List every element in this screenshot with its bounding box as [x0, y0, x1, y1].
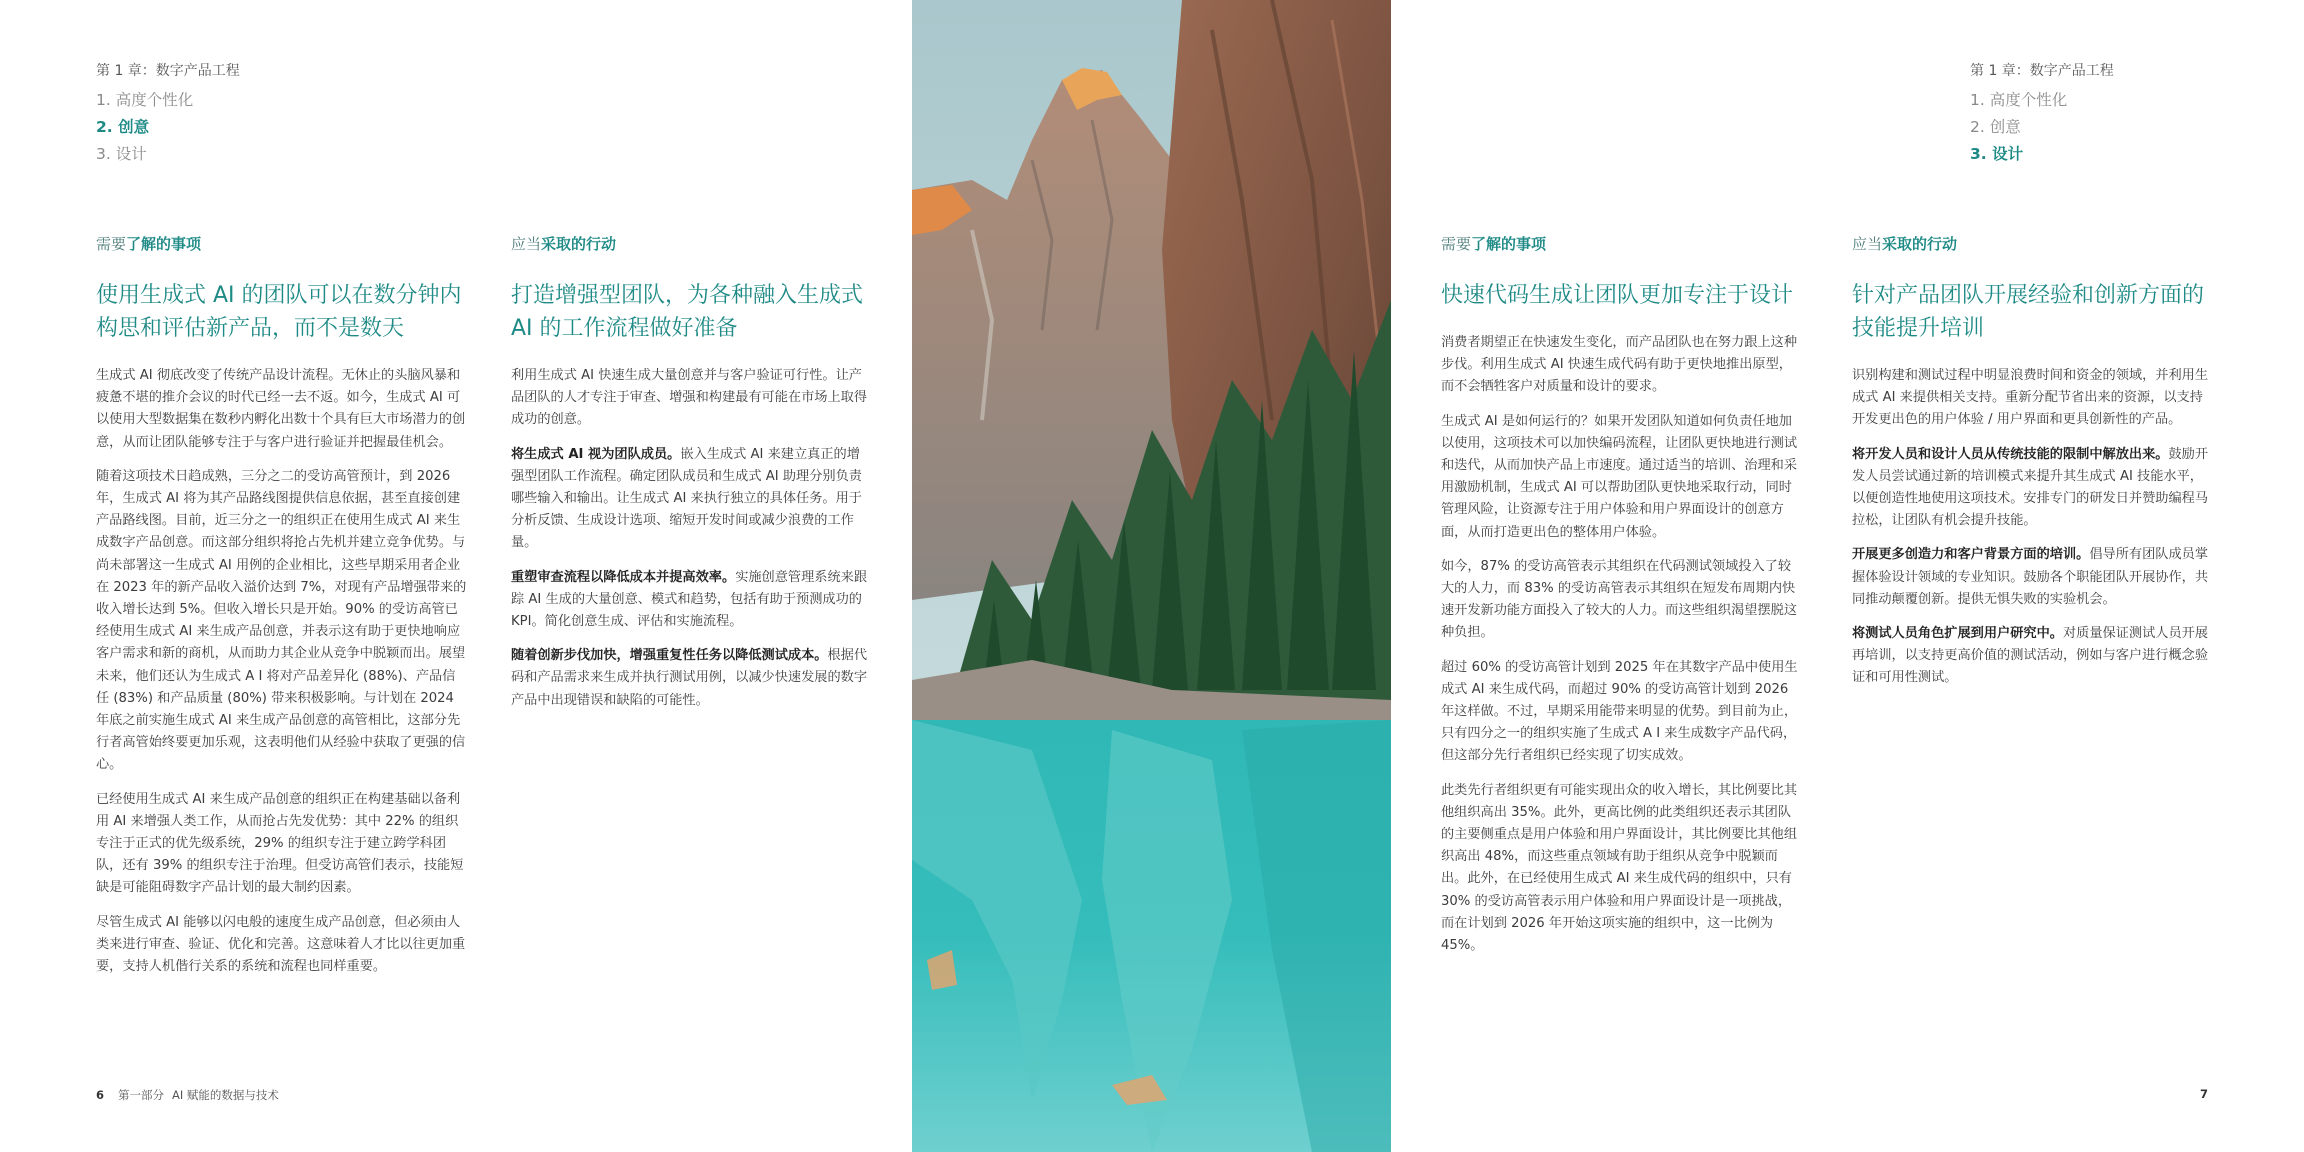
nav-section-personalization[interactable]: 1. 高度个性化 — [1970, 91, 2068, 109]
kicker-strong: 了解的事项 — [126, 235, 202, 253]
kicker-strong: 采取的行动 — [1882, 235, 1958, 253]
paragraph-lead: 将测试人员角色扩展到用户研究中。 — [1852, 626, 2063, 642]
paragraph-text: 实施创意管理系统来跟踪 AI 生成的大量创意、模式和趋势，包括有助于预测成功的 KPI。简化创意生成、评估和实施流程。 — [511, 569, 868, 630]
body-paragraph: 生成式 AI 彻底改变了传统产品设计流程。无休止的头脑风暴和疲惫不堪的推介会议的时代已经一去不返。如今，生成式 AI 可以使用大型数据集在数秒内孵化出数十个具有巨大市场潜力的创意，从而让团队能够专注于与客户进行验证并把握最佳机会。 — [96, 368, 466, 450]
paragraph-text: 利用生成式 AI 快速生成大量创意并与客户验证可行性。让产品团队的人才专注于审查、增强和构建最有可能在市场上取得成功的创意。 — [511, 368, 868, 428]
nav-section-personalization[interactable]: 1. 高度个性化 — [96, 91, 194, 109]
body-paragraph — [1852, 544, 2212, 611]
body-paragraph — [1852, 623, 2212, 690]
chapter-nav-left — [96, 58, 240, 168]
body-paragraph: 已经使用生成式 AI 来生成产品创意的组织正在构建基础以备利用 AI 来增强人类工作，从而抢占先发优势：其中 22% 的组织专注于正式的优先级系统，29% 的组织专注于建立跨学科团队，还有 39% 的组织专注于治理。但受访高管们表示，技能短缺是可能阻碍数字产品计划的最大制约因素。 — [96, 791, 464, 896]
paragraph-text: 对质量保证测试人员开展再培训，以支持更高价值的测试活动，例如与客户进行概念验证和可用性测试。 — [1852, 626, 2209, 686]
body-paragraph: 超过 60% 的受访高管计划到 2025 年在其数字产品中使用生成式 AI 来生成代码，而超过 90% 的受访高管计划到 2026 年这样做。不过，早期采用能带来明显的优势。到目前为止，只有四分之一的组织实施了生成式 A I 来生成数字产品代码，但这部分先行者组织已经实现了切实成效。 — [1441, 659, 1798, 764]
nav-section-ideation[interactable]: 2. 创意 — [1970, 118, 2021, 136]
body-paragraph — [511, 645, 873, 712]
paragraph-lead: 随着创新步伐加快，增强重复性任务以降低测试成本。 — [511, 648, 828, 664]
kicker-prefix: 需要 — [96, 235, 127, 253]
body-paragraph: 如今，87% 的受访高管表示其组织在代码测试领域投入了较大的人力，而 83% 的受访高管表示其组织在短发布周期内快速开发新功能方面投入了较大的人力。而这些组织渴望摆脱这种负担。 — [1441, 558, 1798, 641]
chapter-title: 第 1 章：数字产品工程 — [1970, 63, 2114, 79]
paragraph-text: 鼓励开发人员尝试通过新的培训模式来提升其生成式 AI 技能水平，以便创造性地使用这项技术。安排专门的研发日并赞助编程马拉松，让团队有机会提升技能。 — [1852, 446, 2209, 529]
paragraph-lead: 将生成式 AI 视为团队成员。 — [511, 446, 681, 462]
column-kicker — [96, 233, 468, 253]
column-kicker — [511, 233, 873, 253]
footer-left — [96, 1087, 279, 1103]
column-kicker — [1852, 233, 2212, 253]
kicker-strong: 了解的事项 — [1471, 235, 1547, 253]
body-paragraph: 尽管生成式 AI 能够以闪电般的速度生成产品创意，但必须由人类来进行审查、验证、优化和完善。这意味着人才比以往更加重要，支持人机偕行关系的系统和流程也同样重要。 — [96, 914, 466, 975]
column-headline: 快速代码生成让团队更加专注于设计 — [1441, 283, 1794, 308]
column-kicker — [1441, 233, 1803, 253]
body-paragraph — [1852, 444, 2212, 533]
column-actions-right — [1852, 233, 2212, 702]
column-headline: 打造增强型团队，为各种融入生成式 AI 的工作流程做好准备 — [511, 283, 864, 341]
page-number: 6 — [96, 1088, 105, 1102]
paragraph-lead: 将开发人员和设计人员从传统技能的限制中解放出来。 — [1852, 446, 2169, 462]
paragraph-text: 嵌入生成式 AI 来建立真正的增强型团队工作流程。确定团队成员和生成式 AI 助理分别负责哪些输入和输出。让生成式 AI 来执行独立的具体任务。用于分析反馈、生成设计选项、缩短开发时间或减少浪费的工作量。 — [511, 446, 862, 551]
paragraph-lead: 重塑审查流程以降低成本并提高效率。 — [511, 569, 736, 585]
column-what-to-know-right — [1441, 233, 1803, 969]
body-paragraph — [1852, 365, 2212, 432]
body-paragraph: 生成式 AI 是如何运行的？如果开发团队知道如何负责任地加以使用，这项技术可以加快编码流程，让团队更快地进行测试和迭代，从而加快产品上市速度。通过适当的培训、治理和采用激励机制，生成式 AI 可以帮助团队更快地采取行动，同时管理风险，让资源专注于用户体验和用户界面设计的创意方面，从而打造更出色的整体用户体验。 — [1441, 413, 1798, 540]
footer-title: AI 赋能的数据与技术 — [172, 1088, 279, 1102]
column-what-to-know-left — [96, 233, 468, 990]
nav-section-design[interactable]: 3. 设计 — [96, 145, 147, 163]
body-paragraph — [511, 365, 873, 432]
kicker-prefix: 需要 — [1441, 235, 1472, 253]
body-paragraph: 此类先行者组织更有可能实现出众的收入增长，其比例要比其他组织高出 35%。此外，更高比例的此类组织还表示其团队的主要侧重点是用户体验和用户界面设计，其比例要比其他组织高出 48%，而这些重点领域有助于组织从竞争中脱颖而出。此外，在已经使用生成式 AI 来生成代码的组织中，只有 30% 的受访高管表示用户体验和用户界面设计是一项挑战，而在计划到 2026 年开始这项实施的组织中，这一比例为 45%。 — [1441, 782, 1798, 954]
kicker-prefix: 应当 — [511, 235, 542, 253]
column-actions-left — [511, 233, 873, 724]
body-paragraph — [511, 567, 873, 634]
paragraph-lead: 开展更多创造力和客户背景方面的培训。 — [1852, 547, 2090, 563]
mountain-lake-photo — [912, 0, 1391, 1152]
column-headline: 针对产品团队开展经验和创新方面的技能提升培训 — [1852, 283, 2205, 341]
paragraph-text: 根据代码和产品需求来生成并执行测试用例，以减少快速发展的数字产品中出现错误和缺陷的可能性。 — [511, 648, 868, 708]
kicker-strong: 采取的行动 — [541, 235, 617, 253]
kicker-prefix: 应当 — [1852, 235, 1883, 253]
page-number: 7 — [2200, 1087, 2209, 1101]
body-paragraph: 消费者期望正在快速发生变化，而产品团队也在努力跟上这种步伐。利用生成式 AI 快速生成代码有助于更快地推出原型，而不会牺牲客户对质量和设计的要求。 — [1441, 335, 1798, 395]
body-paragraph — [511, 444, 873, 555]
column-headline: 使用生成式 AI 的团队可以在数分钟内构思和评估新产品，而不是数天 — [96, 283, 462, 341]
paragraph-text: 倡导所有团队成员掌握体验设计领域的专业知识。鼓励各个职能团队开展协作，共同推动颠覆创新。提供无惧失败的实验机会。 — [1852, 547, 2209, 607]
paragraph-text: 识别构建和测试过程中明显浪费时间和资金的领域，并利用生成式 AI 来提供相关支持。重新分配节省出来的资源，以支持开发更出色的用户体验 / 用户界面和更具创新性的产品。 — [1852, 368, 2209, 428]
nav-section-ideation[interactable]: 2. 创意 — [96, 118, 150, 136]
nav-section-design[interactable]: 3. 设计 — [1970, 145, 2024, 163]
body-paragraph: 随着这项技术日趋成熟，三分之二的受访高管预计，到 2026 年，生成式 AI 将为其产品路线图提供信息依据，甚至直接创建产品路线图。目前，近三分之一的组织正在使用生成式 AI 来生成数字产品创意。而这部分组织将抢占先机并建立竞争优势。与尚未部署这一生成式 AI 用例的企业相比，这些早期采用者企业在 2023 年的新产品收入溢价达到 7%，对现有产品增强带来的收入增长达到 5%。但收入增长只是开始。90% 的受访高管已经使用生成式 AI 来生成产品创意，并表示这有助于更快地响应客户需求和新的商机，从而助力其企业从竞争中脱颖而出。展望未来，他们还认为生成式 A I 将对产品差异化 (88%)、产品信任 (83%) 和产品质量 (80%) 带来积极影响。与计划在 2024 年底之前实施生成式 AI 来生成产品创意的高管相比，这部分先行者高管始终要更加乐观，这表明他们从经验中获取了更强的信心。 — [96, 468, 467, 773]
footer-part: 第一部分 — [118, 1088, 165, 1102]
chapter-title: 第 1 章：数字产品工程 — [96, 63, 240, 79]
chapter-nav-right — [1970, 58, 2114, 168]
